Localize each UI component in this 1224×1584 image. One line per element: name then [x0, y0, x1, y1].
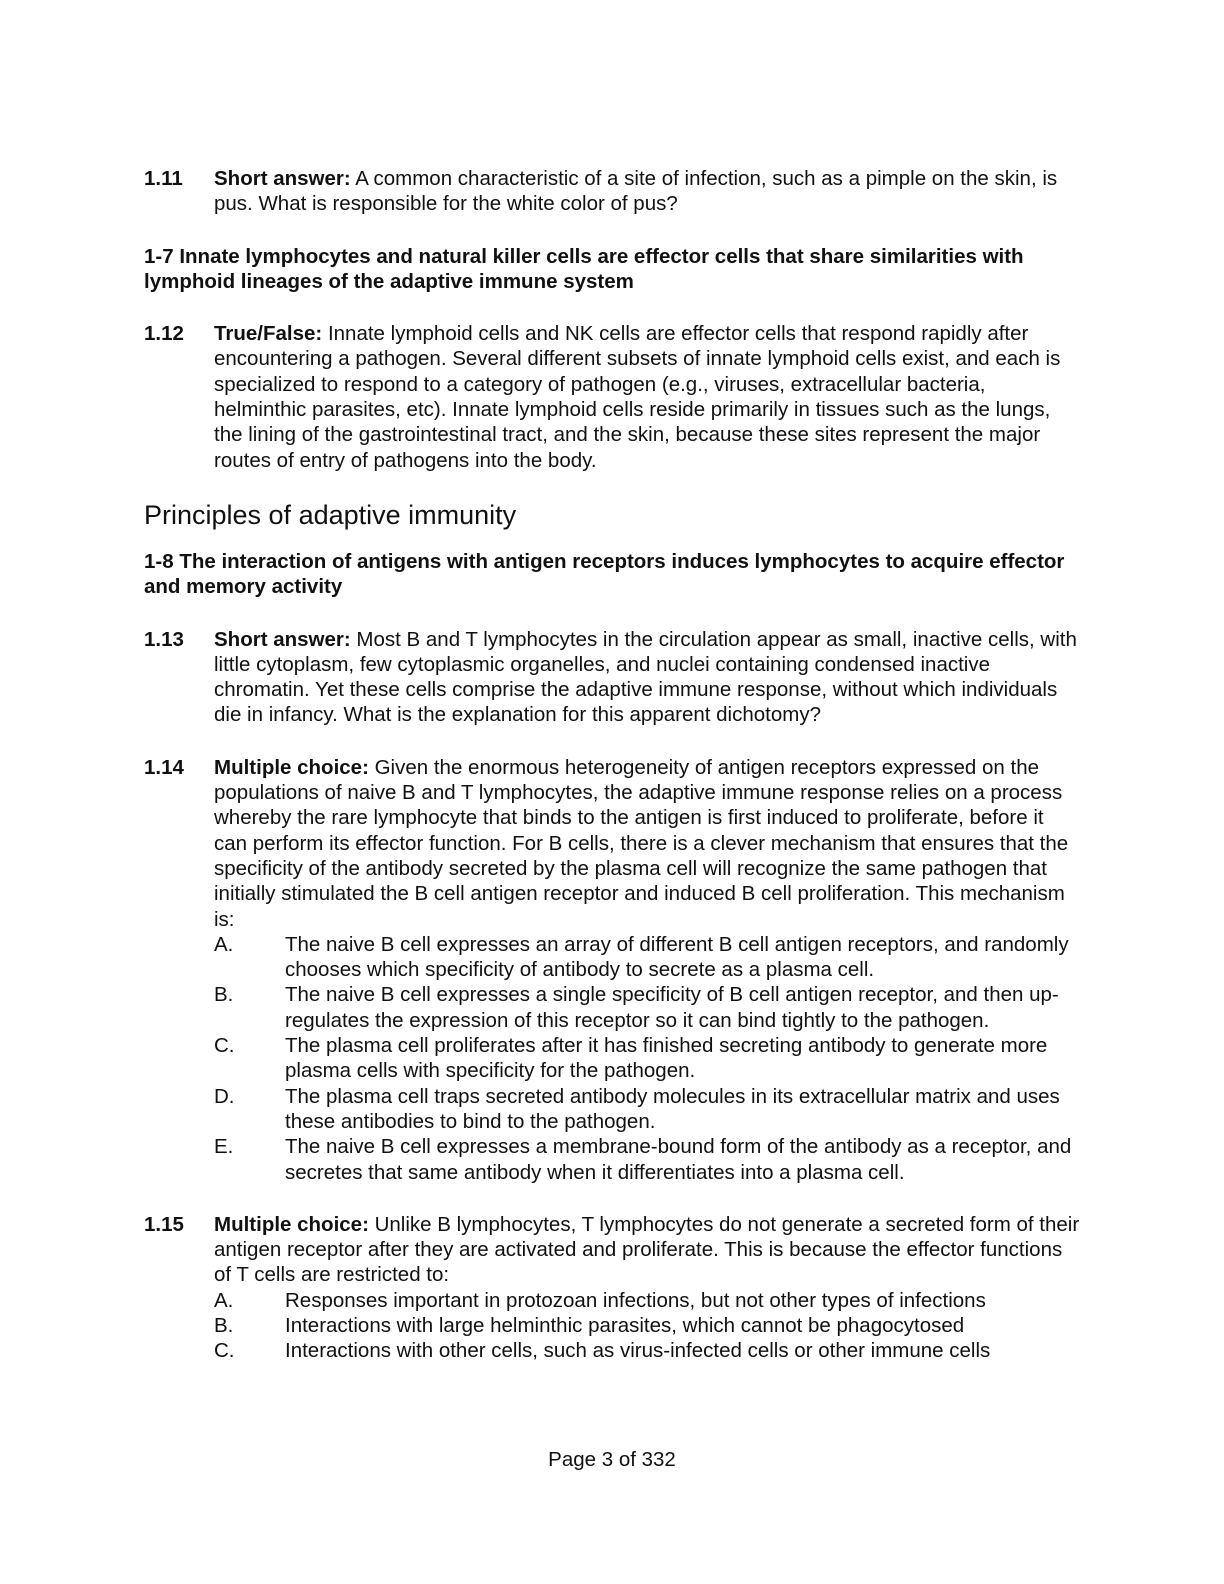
question-type: Multiple choice:: [214, 755, 369, 779]
option-text: The naive B cell expresses an array of different B cell antigen receptors, and randomly chooses which specificity of antibody to secrete as a plasma cell.: [285, 932, 1069, 982]
option-text: The naive B cell expresses a single specificity of B cell antigen receptor, and then up-regulates the expression of this receptor so it can bind tightly to the pathogen.: [285, 983, 1059, 1032]
question-type: Short answer:: [214, 627, 351, 651]
section-heading-1-7: 1-7 Innate lymphocytes and natural killer cells are effector cells that share similarities with lymphoid lineages of the adaptive immune system: [144, 244, 1024, 293]
answer-option-b: [214, 982, 1080, 1033]
question-1-13: [144, 627, 1080, 728]
question-number: 1.13: [144, 627, 184, 651]
option-text: The plasma cell proliferates after it has finished secreting antibody to generate more plasma cells with specificity for the pathogen.: [285, 1034, 1048, 1083]
question-text: Most B and T lymphocytes in the circulation appear as small, inactive cells, with little cytoplasm, few cytoplasmic organelles, and nuclei containing condensed inactive chromatin. Yet these cells comprise the adaptive immune response, without which individuals die in infancy. What is the explanation for this apparent dichotomy?: [214, 627, 1077, 727]
question-body: [214, 1212, 1080, 1364]
option-letter: C.: [214, 1034, 235, 1058]
question-number: 1.14: [144, 755, 184, 779]
question-number: 1.12: [144, 322, 184, 346]
option-letter: C.: [214, 1339, 235, 1363]
question-1-15: [144, 1212, 1080, 1364]
option-letter: B.: [214, 983, 234, 1007]
section-heading-1-8: 1-8 The interaction of antigens with antigen receptors induces lymphocytes to acquire effector and memory activity: [144, 549, 1065, 599]
answer-options: [214, 932, 1080, 1185]
question-body: [214, 627, 1080, 728]
question-type: True/False:: [214, 322, 323, 346]
question-1-12: [144, 321, 1080, 473]
page-footer: Page 3 of 332: [548, 1448, 676, 1471]
question-body: [214, 166, 1080, 217]
option-letter: D.: [214, 1084, 235, 1108]
option-letter: A.: [214, 932, 234, 956]
answer-option-a: [214, 1288, 1080, 1313]
part-heading: Principles of adaptive immunity: [144, 499, 517, 530]
question-text: Unlike B lymphocytes, T lymphocytes do not generate a secreted form of their antigen receptor after they are activated and proliferate. This is because the effector functions of T cells are restricted to:: [214, 1212, 1080, 1287]
question-body: [214, 321, 1080, 473]
question-text: Innate lymphoid cells and NK cells are effector cells that respond rapidly after encountering a pathogen. Several different subsets of innate lymphoid cells exist, and each is specialized to respond to a category of pathogen (e.g., viruses, extracellular bacteria, helminthic parasites, etc). Innate lymphoid cells reside primarily in tissues such as the lungs, the lining of the gastrointestinal tract, and the skin, because these sites represent the major routes of entry of pathogens into the body.: [214, 322, 1061, 472]
question-type: Multiple choice:: [214, 1212, 369, 1236]
answer-option-d: [214, 1084, 1080, 1135]
document-page: [144, 166, 1080, 1364]
question-number: 1.11: [144, 167, 183, 190]
option-text: The naive B cell expresses a membrane-bound form of the antibody as a receptor, and secretes that same antibody when it differentiates into a plasma cell.: [285, 1135, 1072, 1184]
question-1-14: [144, 755, 1080, 1185]
option-text: The plasma cell traps secreted antibody molecules in its extracellular matrix and uses these antibodies to bind to the pathogen.: [285, 1084, 1060, 1133]
option-text: Responses important in protozoan infections, but not other types of infections: [285, 1288, 986, 1312]
answer-option-c: [214, 1033, 1080, 1084]
option-letter: E.: [214, 1135, 234, 1159]
question-1-11: [144, 166, 1080, 217]
question-body: [214, 755, 1080, 1185]
answer-option-c: [214, 1338, 1080, 1363]
option-letter: B.: [214, 1313, 234, 1337]
question-text: A common characteristic of a site of infection, such as a pimple on the skin, is pus. What is responsible for the white color of pus?: [214, 167, 1058, 216]
option-text: Interactions with large helminthic parasites, which cannot be phagocytosed: [285, 1313, 965, 1337]
answer-option-a: [214, 932, 1080, 983]
question-text: Given the enormous heterogeneity of antigen receptors expressed on the populations of naive B and T lymphocytes, the adaptive immune response relies on a process whereby the rare lymphocyte that binds to the antigen is first induced to proliferate, before it can perform its effector function. For B cells, there is a clever mechanism that ensures that the specificity of the antibody secreted by the plasma cell will recognize the same pathogen that initially stimulated the B cell antigen receptor and induced B cell proliferation. This mechanism is:: [214, 755, 1069, 931]
question-number: 1.15: [144, 1212, 184, 1236]
question-type: Short answer:: [214, 167, 351, 190]
option-letter: A.: [214, 1288, 234, 1312]
answer-option-b: [214, 1313, 1080, 1338]
option-text: Interactions with other cells, such as virus-infected cells or other immune cells: [285, 1339, 991, 1363]
answer-option-e: [214, 1134, 1080, 1185]
answer-options: [214, 1288, 1080, 1364]
